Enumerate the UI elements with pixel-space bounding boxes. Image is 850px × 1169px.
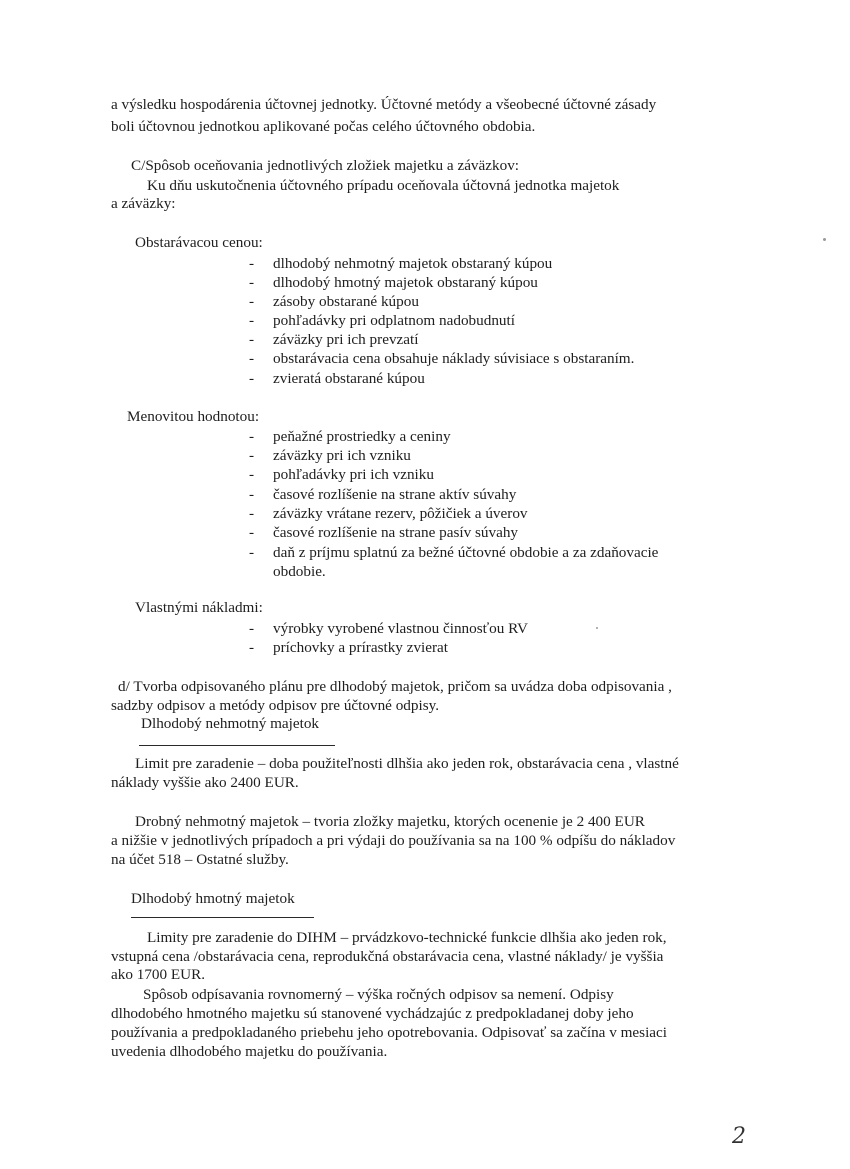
drobny-line-1: Drobný nehmotný majetok – tvoria zložky majetku, ktorých ocenenie je 2 400 EUR (135, 813, 645, 830)
list-dash: - (249, 466, 255, 483)
list-item: pohľadávky pri ich vzniku (273, 466, 434, 483)
list-item: časové rozlíšenie na strane pasív súvahy (273, 524, 519, 541)
section-c-heading: C/Spôsob oceňovania jednotlivých zložiek majetku a záväzkov: (131, 157, 520, 174)
list-dash: - (249, 428, 255, 445)
limit-nehmotny-line-2: náklady vyššie ako 2400 EUR. (111, 774, 299, 791)
list-item: zvieratá obstarané kúpou (273, 370, 425, 387)
intro-line-1: a výsledku hospodárenia účtovnej jednotky. Účtovné metódy a všeobecné účtovné zásady (111, 96, 657, 113)
heading-underline (139, 745, 335, 746)
section-d-line-2: sadzby odpisov a metódy odpisov pre účtovné odpisy. (111, 697, 440, 714)
section-d-line-1: d/ Tvorba odpisovaného plánu pre dlhodobý majetok, pričom sa uvádza doba odpisovania , (118, 678, 672, 695)
sposob-line-1: Spôsob odpísavania rovnomerný – výška ročných odpisov sa nemení. Odpisy (143, 986, 614, 1003)
list-item: peňažné prostriedky a ceniny (273, 428, 451, 445)
hmotny-heading: Dlhodobý hmotný majetok (131, 890, 295, 907)
scan-speck (823, 238, 826, 241)
list-item: záväzky vrátane rezerv, pôžičiek a úverov (273, 505, 528, 522)
list-item: daň z príjmu splatnú za bežné účtovné obdobie a za zdaňovacie (273, 544, 659, 561)
scan-speck (596, 627, 598, 629)
list-item: obstarávacia cena obsahuje náklady súvisiace s obstaraním. (273, 350, 635, 367)
menovitou-label: Menovitou hodnotou: (127, 408, 260, 425)
limit-nehmotny-line-1: Limit pre zaradenie – doba použiteľnosti dlhšia ako jeden rok, obstarávacia cena , vlastné (135, 755, 679, 772)
list-item-continuation: obdobie. (273, 563, 326, 580)
list-dash: - (249, 639, 255, 656)
list-item: záväzky pri ich vzniku (273, 447, 411, 464)
section-c-line-2: a záväzky: (111, 195, 176, 212)
list-dash: - (249, 620, 255, 637)
list-dash: - (249, 312, 255, 329)
sposob-line-2: dlhodobého hmotného majetku sú stanovené vychádzajúc z predpokladanej doby jeho (111, 1005, 634, 1022)
drobny-line-3: na účet 518 – Ostatné služby. (111, 851, 289, 868)
list-dash: - (249, 486, 255, 503)
list-dash: - (249, 274, 255, 291)
intro-line-2: boli účtovnou jednotkou aplikované počas celého účtovného obdobia. (111, 118, 536, 135)
list-item: záväzky pri ich prevzatí (273, 331, 419, 348)
drobny-line-2: a nižšie v jednotlivých prípadoch a pri výdaji do používania sa na 100 % odpíšu do nákladov (111, 832, 676, 849)
list-dash: - (249, 255, 255, 272)
vlastnymi-label: Vlastnými nákladmi: (135, 599, 263, 616)
list-dash: - (249, 544, 255, 561)
hmotny-limit-line-2: vstupná cena /obstarávacia cena, reprodukčná obstarávacia cena, vlastné náklady/ je vyššia (111, 948, 664, 965)
list-item: dlhodobý hmotný majetok obstaraný kúpou (273, 274, 538, 291)
page-number: 2 (732, 1124, 746, 1149)
list-item: pohľadávky pri odplatnom nadobudnutí (273, 312, 515, 329)
list-item: príchovky a prírastky zvierat (273, 639, 449, 656)
heading-underline (131, 917, 314, 918)
obstaravacou-label: Obstarávacou cenou: (135, 234, 263, 251)
hmotny-limit-line-3: ako 1700 EUR. (111, 966, 206, 983)
list-dash: - (249, 447, 255, 464)
section-c-line-1: Ku dňu uskutočnenia účtovného prípadu oceňovala účtovná jednotka majetok (147, 177, 620, 194)
list-dash: - (249, 331, 255, 348)
list-dash: - (249, 505, 255, 522)
hmotny-limit-line-1: Limity pre zaradenie do DIHM – prvádzkovo-technické funkcie dlhšia ako jeden rok, (147, 929, 667, 946)
list-dash: - (249, 370, 255, 387)
list-item: časové rozlíšenie na strane aktív súvahy (273, 486, 517, 503)
sposob-line-3: používania a predpokladaného priebehu jeho opotrebovania. Odpisovať sa začína v mesiaci (111, 1024, 667, 1041)
list-item: dlhodobý nehmotný majetok obstaraný kúpou (273, 255, 553, 272)
sposob-line-4: uvedenia dlhodobého majetku do používania. (111, 1043, 388, 1060)
nehmotny-heading: Dlhodobý nehmotný majetok (141, 715, 320, 732)
list-dash: - (249, 293, 255, 310)
list-dash: - (249, 350, 255, 367)
list-item: výrobky vyrobené vlastnou činnosťou RV (273, 620, 528, 637)
list-item: zásoby obstarané kúpou (273, 293, 419, 310)
list-dash: - (249, 524, 255, 541)
